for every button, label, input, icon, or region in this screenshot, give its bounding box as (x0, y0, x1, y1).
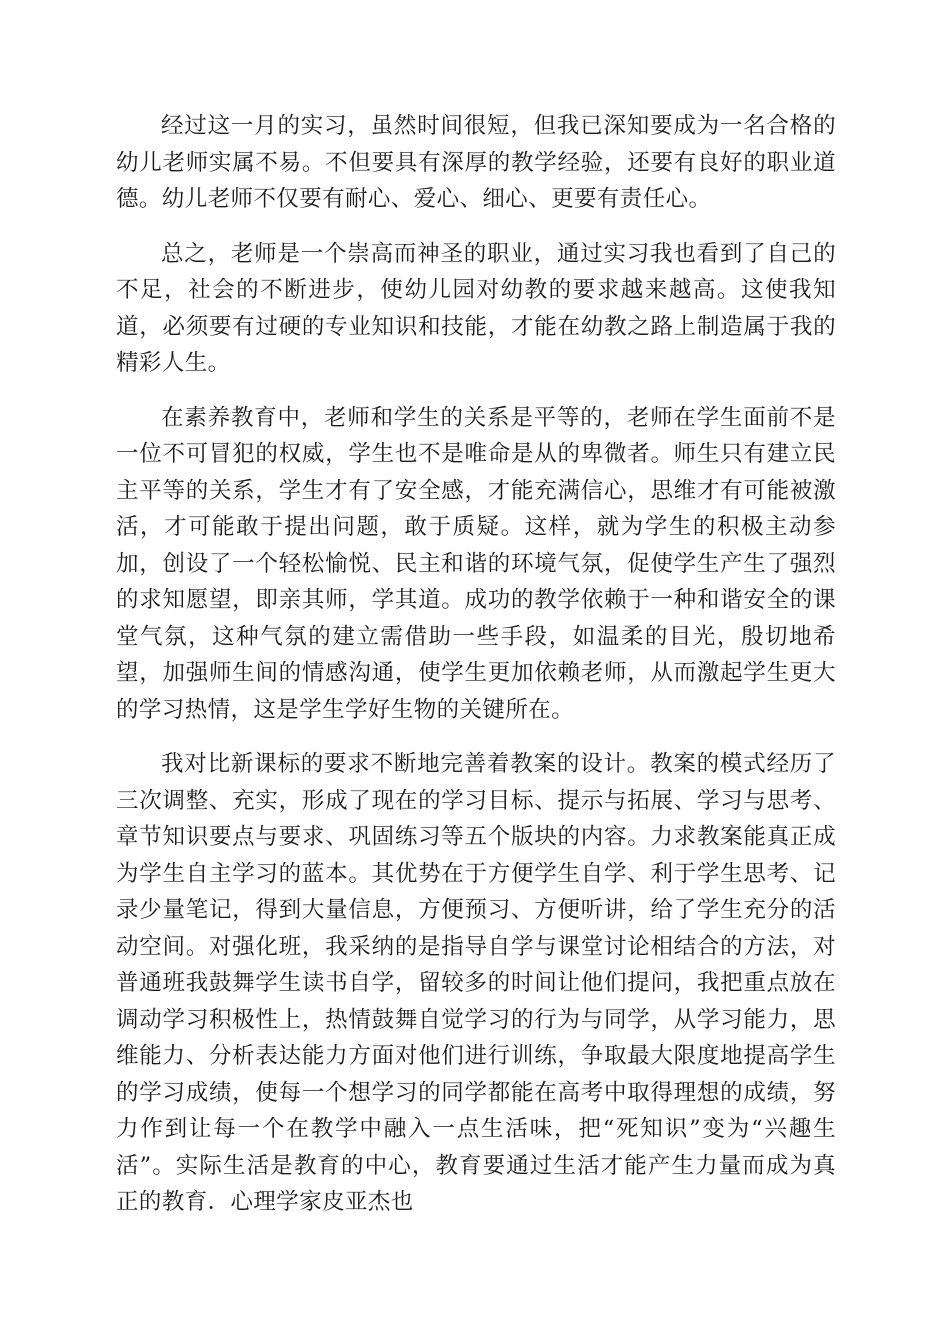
paragraph-teacher-student-relationship: 在素养教育中，老师和学生的关系是平等的，老师在学生面前不是一位不可冒犯的权威，学生也不是唯命是从的卑微者。师生只有建立民主平等的关系，学生才有了安全感，才能充满信心，思维才有可能被激活，才可能敢于提出问题，敢于质疑。这样，就为学生的积极主动参加，创设了一个轻松愉悦、民主和谐的环境气氛，促使学生产生了强烈的求知愿望，即亲其师，学其道。成功的教学依赖于一种和谐安全的课堂气氛，这种气氛的建立需借助一些手段，如温柔的目光，殷切地希望，加强师生间的情感沟通，使学生更加依赖老师，从而激起学生更大的学习热情，这是学生学好生物的关键所在。 (116, 404, 836, 723)
paragraph-teacher-profession: 总之，老师是一个崇高而神圣的职业，通过实习我也看到了自己的不足，社会的不断进步，使幼儿园对幼教的要求越来越高。这使我知道，必须要有过硬的专业知识和技能，才能在幼教之路上制造属于我的精彩人生。 (116, 240, 836, 376)
paragraph-lesson-plan-design: 我对比新课标的要求不断地完善着教案的设计。教案的模式经历了三次调整、充实，形成了现在的学习目标、提示与拓展、学习与思考、章节知识要点与要求、巩固练习等五个版块的内容。力求教案能真正成为学生自主学习的蓝本。其优势在于方便学生自学、利于学生思考、记录少量笔记，得到大量信息，方便预习、方便听讲，给了学生充分的活动空间。对强化班，我采纳的是指导自学与课堂讨论相结合的方法，对普通班我鼓舞学生读书自学，留较多的时间让他们提问，我把重点放在调动学习积极性上，热情鼓舞自觉学习的行为与同学，从学习能力，思维能力、分析表达能力方面对他们进行训练，争取最大限度地提高学生的学习成绩，使每一个想学习的同学都能在高考中取得理想的成绩，努力作到让每一个在教学中融入一点生活味，把“死知识”变为“兴趣生活”。实际生活是教育的中心，教育要通过生活才能产生力量而成为真正的教育．心理学家皮亚杰也 (116, 751, 836, 1215)
document-body (116, 108, 836, 1239)
paragraph-internship-reflection: 经过这一月的实习，虽然时间很短，但我已深知要成为一名合格的幼儿老师实属不易。不但要具有深厚的教学经验，还要有良好的职业道德。幼儿老师不仅要有耐心、爱心、细心、更要有责任心。 (116, 113, 836, 212)
